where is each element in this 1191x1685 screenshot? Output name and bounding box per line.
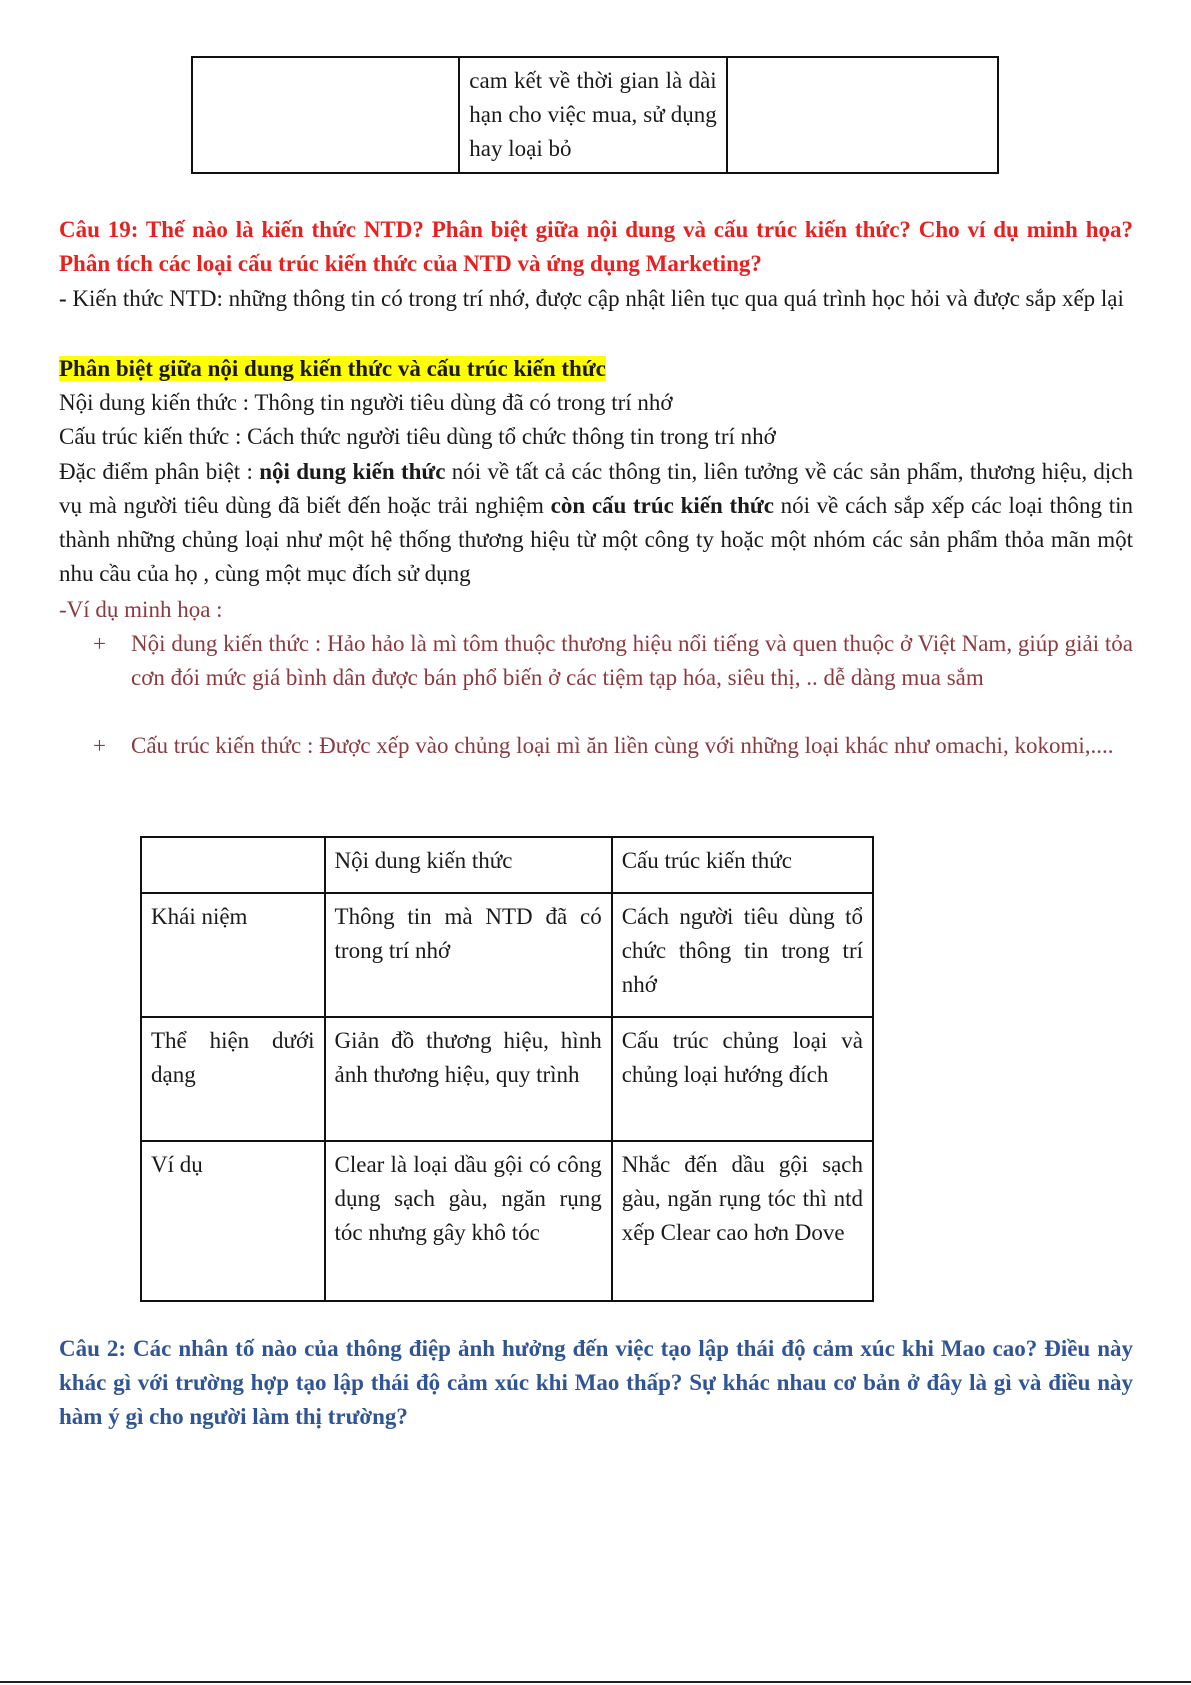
definition-dash: - (59, 286, 73, 311)
distinction-text-2: nói về tất cả các thông tin, liên tưởng về các sản phẩm, thương hiệu, dịch vụ mà người tiêu dùng đã biết đến hoặc trải nghiệm (59, 459, 1133, 518)
table-row (141, 1141, 873, 1301)
bullet-symbol: + (93, 733, 106, 758)
table-cell (192, 57, 459, 173)
content-definition-line: Nội dung kiến thức : Thông tin người tiêu dùng đã có trong trí nhớ (59, 390, 673, 415)
table-cell: Thông tin mà NTD đã có trong trí nhớ (325, 893, 612, 1017)
table-cell: cam kết về thời gian là dài hạn cho việc mua, sử dụng hay loại bỏ (459, 57, 726, 173)
table-cell (727, 57, 998, 173)
table-row (141, 893, 873, 1017)
definition-text: Kiến thức NTD: những thông tin có trong trí nhớ, được cập nhật liên tục qua quá trình học hỏi và được sắp xếp lại (72, 286, 1124, 311)
definition-paragraph (59, 282, 1133, 316)
table-cell: Thể hiện dưới dạng (141, 1017, 325, 1141)
continuation-table (191, 56, 999, 174)
table-cell: Cách người tiêu dùng tổ chức thông tin trong trí nhớ (612, 893, 873, 1017)
bullet-symbol: + (93, 631, 106, 656)
table-row (141, 1017, 873, 1141)
question-2-heading: Câu 2: Các nhân tố nào của thông điệp ảnh hưởng đến việc tạo lập thái độ cảm xúc khi Mao cao? Điều này khác gì với trường hợp tạo lập thái độ cảm xúc khi Mao thấp? Sự khác nhau cơ bản ở đây là gì và điều này hàm ý gì cho người làm thị trường? (59, 1336, 1133, 1429)
distinction-text-3: nói về cách sắp xếp các loại thông tin thành những chủng loại như một hệ thống thương hiệu từ một công ty hoặc một nhóm các sản phẩm thỏa mãn một nhu cầu của họ , cùng một mục đích sử dụng (59, 493, 1133, 586)
page-bottom-divider (0, 1681, 1191, 1683)
structure-definition-line: Cấu trúc kiến thức : Cách thức người tiêu dùng tổ chức thông tin trong trí nhớ (59, 424, 776, 449)
table-cell: Cấu trúc chủng loại và chủng loại hướng đích (612, 1017, 873, 1141)
table-cell: Clear là loại dầu gội có công dụng sạch gàu, ngăn rụng tóc nhưng gây khô tóc (325, 1141, 612, 1301)
list-item (59, 729, 1133, 763)
table-row (192, 57, 998, 173)
table-cell: Khái niệm (141, 893, 325, 1017)
table-cell: Giản đồ thương hiệu, hình ảnh thương hiệu, quy trình (325, 1017, 612, 1141)
table-cell: Ví dụ (141, 1141, 325, 1301)
question-19-heading: Câu 19: Thế nào là kiến thức NTD? Phân biệt giữa nội dung và cấu trúc kiến thức? Cho ví dụ minh họa? Phân tích các loại cấu trúc kiến thức của NTD và ứng dụng Marketing? (59, 217, 1133, 276)
table-header-row (141, 837, 873, 893)
table-header-cell: Cấu trúc kiến thức (612, 837, 873, 893)
distinction-bold-1: nội dung kiến thức (259, 459, 446, 484)
table-header-cell (141, 837, 325, 893)
distinction-paragraph (59, 455, 1133, 591)
distinction-heading: Phân biệt giữa nội dung kiến thức và cấu trúc kiến thức (59, 356, 606, 381)
distinction-text-1: Đặc điểm phân biệt : (59, 459, 260, 484)
comparison-table (140, 836, 874, 1302)
distinction-bold-2: còn cấu trúc kiến thức (550, 493, 774, 518)
table-header-cell: Nội dung kiến thức (325, 837, 612, 893)
bullet-text: Nội dung kiến thức : Hảo hảo là mì tôm thuộc thương hiệu nổi tiếng và quen thuộc ở Việt Nam, giúp giải tỏa cơn đói mức giá bình dân được bán phổ biến ở các tiệm tạp hóa, siêu thị, .. dễ dàng mua sắm (131, 631, 1133, 690)
table-cell: Nhắc đến dầu gội sạch gàu, ngăn rụng tóc thì ntd xếp Clear cao hơn Dove (612, 1141, 873, 1301)
distinction-heading-line (59, 352, 1133, 386)
example-heading: -Ví dụ minh họa : (59, 597, 223, 622)
list-item (59, 627, 1133, 695)
bullet-text: Cấu trúc kiến thức : Được xếp vào chủng loại mì ăn liền cùng với những loại khác như omachi, kokomi,.... (131, 733, 1114, 758)
